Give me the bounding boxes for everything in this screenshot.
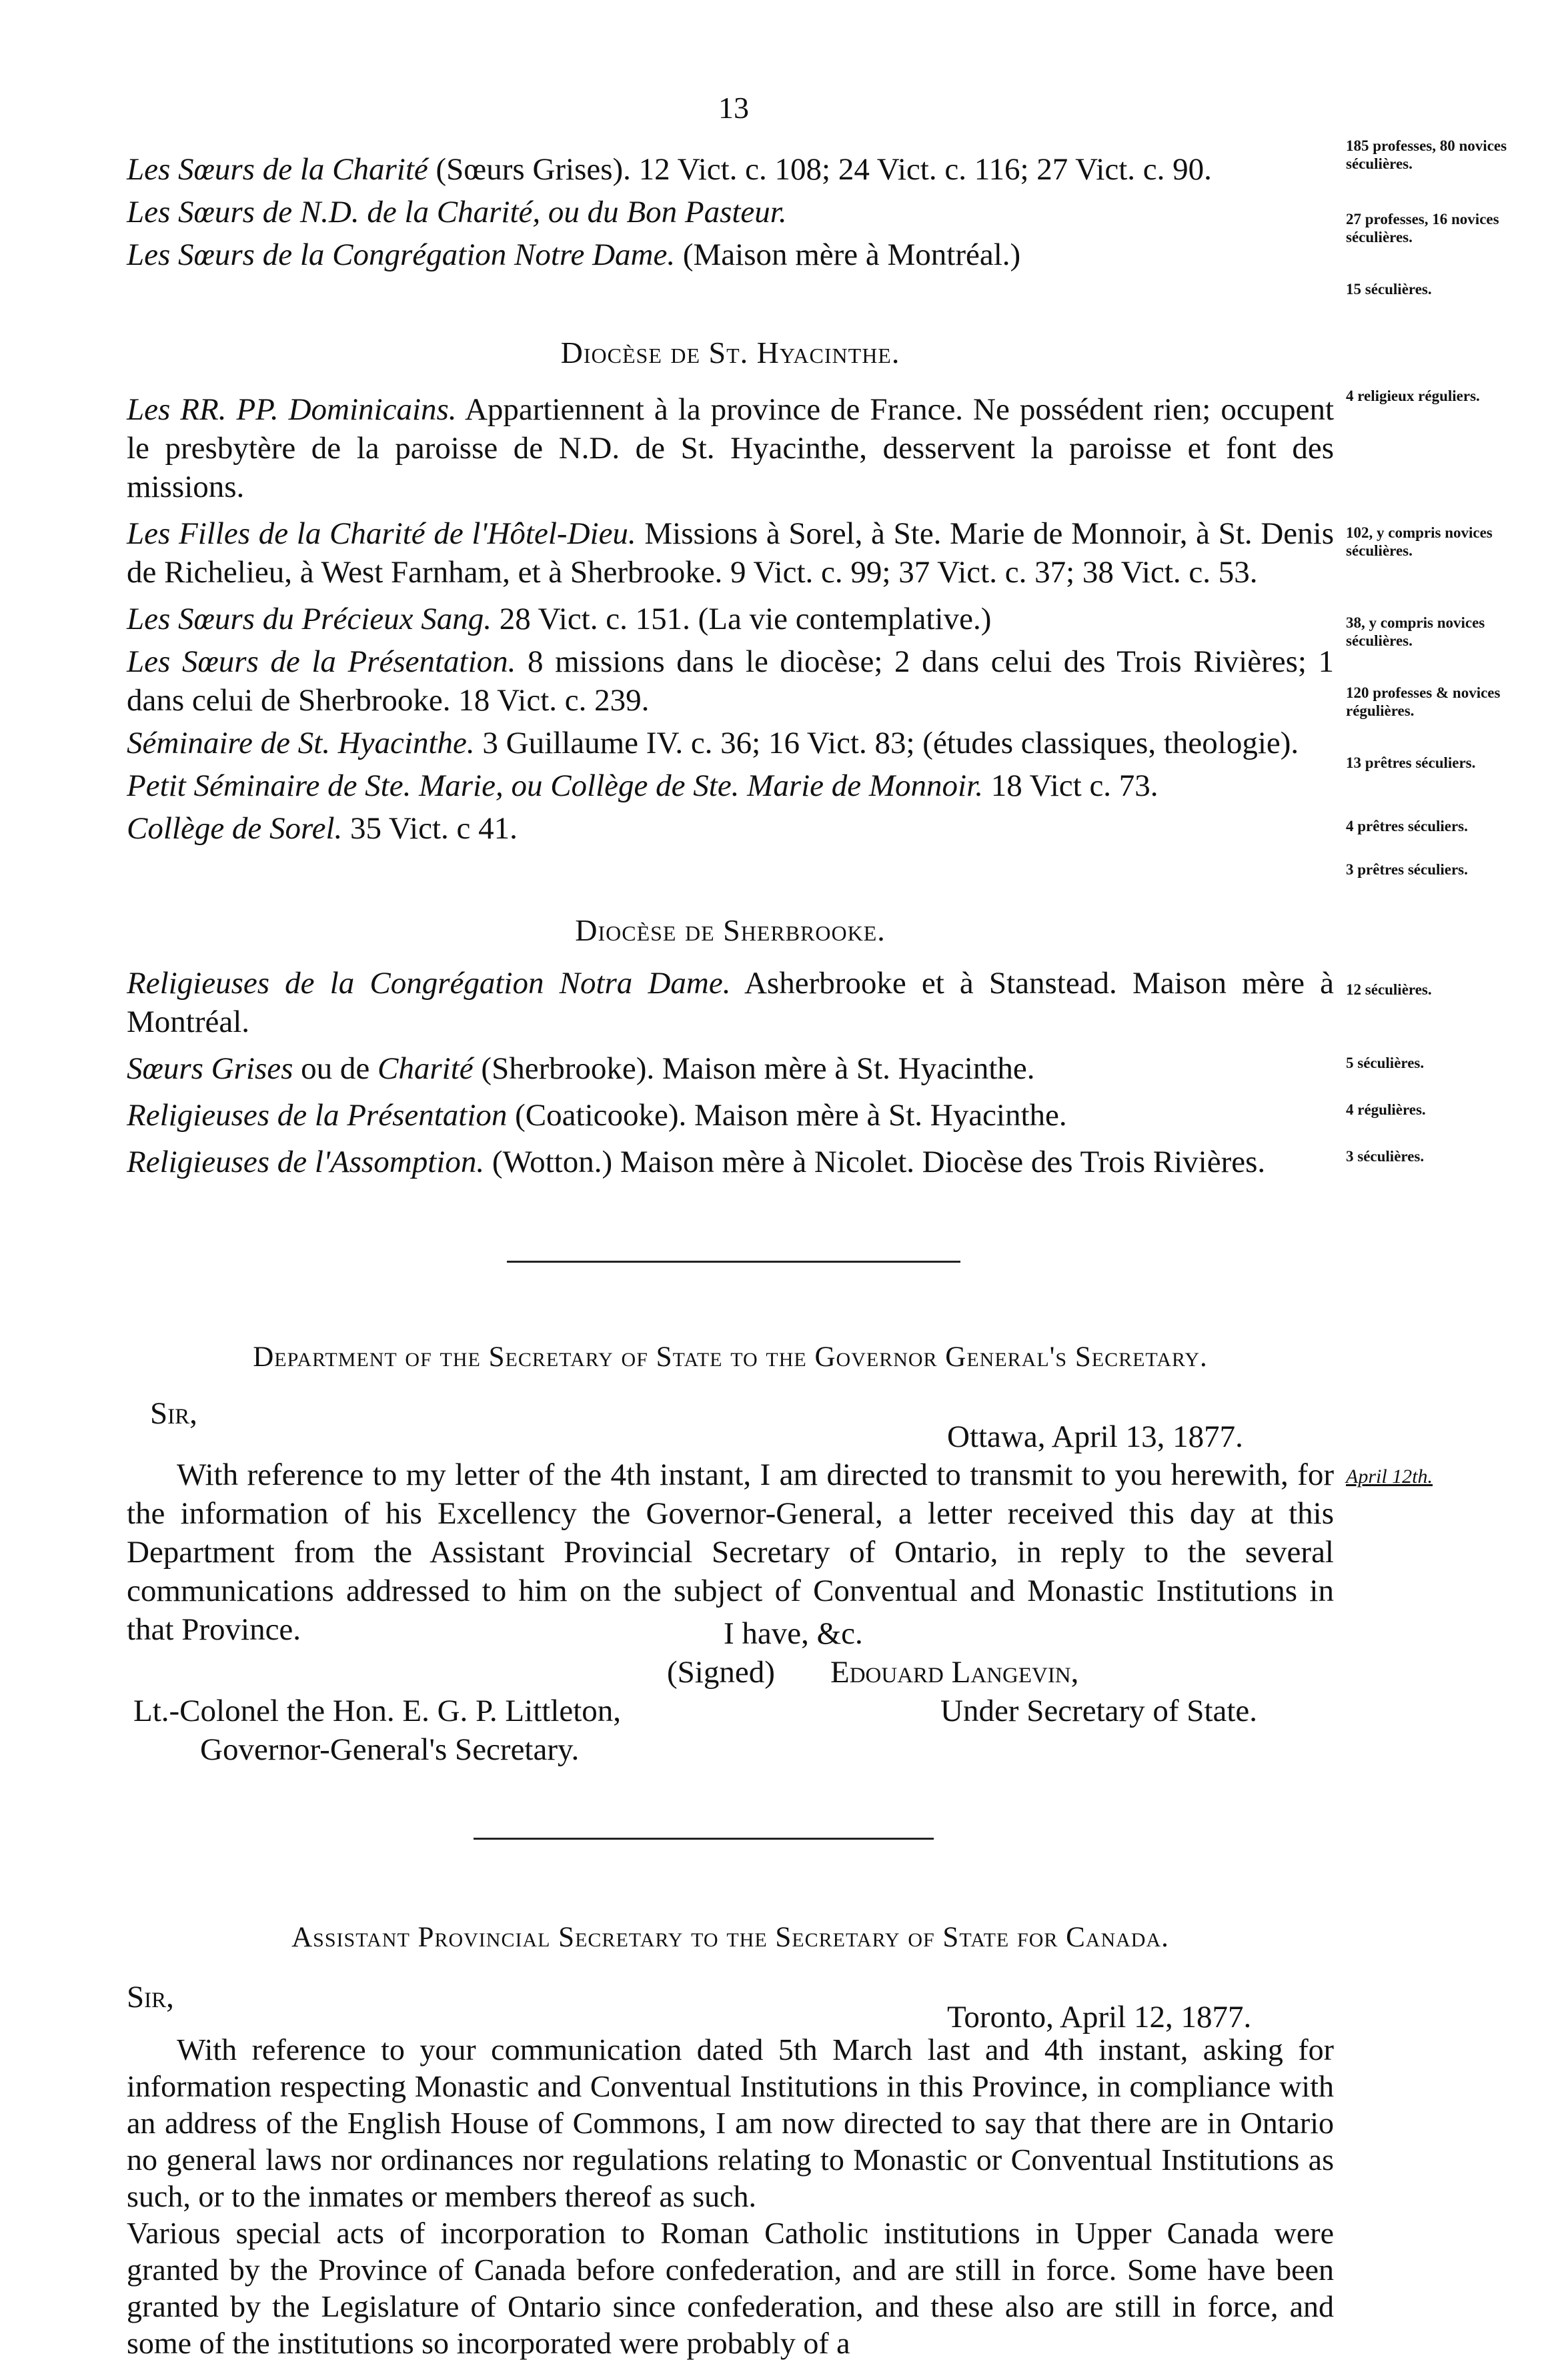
entry-text: 35 Vict. c 41. <box>342 811 518 846</box>
entry-text: 8 missions dans le diocèse; 2 dans celui des Trois Rivières; 1 dans celui de Sherbrooke. 18 Vict. c. 239. <box>127 644 1335 718</box>
entry-congregation-notre-dame <box>127 235 1334 274</box>
entry-text: (Coaticooke). Maison mère à St. Hyacinthe. <box>507 1098 1067 1133</box>
margin-note: 12 séculières. <box>1346 981 1432 998</box>
entry-title: Séminaire de St. Hyacinthe. <box>127 726 475 760</box>
entry-text: ou de <box>293 1051 378 1086</box>
entry-text: 3 Guillaume IV. c. 36; 16 Vict. 83; (études classiques, theologie). <box>474 726 1299 760</box>
margin-note: 15 séculières. <box>1346 281 1432 298</box>
entry-congregation-notra-dame <box>127 964 1334 1041</box>
entry-title: Les Sœurs du Précieux Sang. <box>127 602 492 636</box>
letter1-signer: Edouard Langevin, <box>830 1655 1079 1690</box>
letter1-closing: I have, &c. <box>724 1616 863 1651</box>
letter1-place-date: Ottawa, April 13, 1877. <box>947 1419 1243 1454</box>
letter1-paragraph: With reference to my letter of the 4th instant, I am directed to transmit to you herewith, for the information of his Excellency the Governor-General, a letter received this day at this Department from the Assistant Provincial Secretary of Ontario, in reply to the several communications addressed to him on the subject of Conventual and Monastic Institutions in that Province. <box>127 1457 1334 1647</box>
letter2-body <box>127 2031 1334 2361</box>
entry-text: Missions à Sorel, à Ste. Marie de Monnoir, à St. Denis de Richelieu, à West Farnham, et à Sherbrooke. 9 Vict. c. 99; 37 Vict. c. 37; 38 Vict. c. 53. <box>127 516 1334 590</box>
letter2-place-date: Toronto, April 12, 1877. <box>947 2000 1252 2034</box>
section-sherbrooke <box>127 964 1334 1181</box>
margin-note: 3 prêtres séculiers. <box>1346 861 1468 878</box>
entry-petit-seminaire <box>127 766 1334 805</box>
divider-rule <box>474 1838 934 1840</box>
section-st-hyacinthe <box>127 390 1334 848</box>
entry-title: Charité <box>377 1051 474 1086</box>
entry-title: Les RR. PP. Dominicains. <box>127 392 457 427</box>
entry-text: (Wotton.) Maison mère à Nicolet. Diocèse des Trois Rivières. <box>484 1145 1266 1179</box>
margin-note: 4 régulières. <box>1346 1101 1426 1118</box>
entry-presentation <box>127 642 1334 720</box>
entry-title: Les Sœurs de la Présentation. <box>127 644 516 679</box>
entry-title: Les Sœurs de la Charité <box>127 152 428 187</box>
letter1-addressee-title: Governor-General's Secretary. <box>200 1732 580 1767</box>
margin-note: 13 prêtres séculiers. <box>1346 754 1476 771</box>
letter1-addressee: Lt.-Colonel the Hon. E. G. P. Littleton, <box>133 1694 622 1728</box>
entry-text: 28 Vict. c. 151. (La vie contemplative.) <box>491 602 992 636</box>
entry-title: Les Sœurs de la Congrégation Notre Dame. <box>127 237 676 272</box>
entry-filles-charite <box>127 514 1334 592</box>
margin-note: 5 séculières. <box>1346 1055 1425 1071</box>
entry-college-sorel <box>127 809 1334 848</box>
entry-title: Petit Séminaire de Ste. Marie, ou Collège de Ste. Marie de Monnoir. <box>127 768 983 803</box>
margin-note: 27 professes, 16 novices séculières. <box>1346 211 1499 245</box>
heading-diocese-sherbrooke: Diocèse de Sherbrooke. <box>575 913 886 947</box>
entry-text: Asherbrooke et à Stanstead. Maison mère à Montréal. <box>127 966 1334 1039</box>
entry-title: Religieuses de la Présentation <box>127 1098 508 1133</box>
page-number: 13 <box>718 91 749 125</box>
letter2-paragraph: With reference to your communication dated 5th March last and 4th instant, asking for information respecting Monastic and Conventual Institutions in this Province, in compliance with an address of the English House of Commons, I am now directed to say that there are in Ontario no general laws nor ordinances nor regulations relating to Monastic or Conventual Institutions as such, or to the inmates or members thereof as such. <box>127 2032 1334 2213</box>
margin-note: 38, y compris novices séculières. <box>1346 614 1485 649</box>
margin-note: 120 professes & novices régulières. <box>1346 684 1501 719</box>
margin-note: 102, y compris novices séculières. <box>1346 524 1493 559</box>
entry-religieuses-assomption <box>127 1143 1334 1181</box>
entry-text: (Sœurs Grises). 12 Vict. c. 108; 24 Vict. c. 116; 27 Vict. c. 90. <box>428 152 1212 187</box>
entry-religieuses-presentation <box>127 1096 1334 1135</box>
margin-note: 185 professes, 80 novices séculières. <box>1346 137 1507 172</box>
letter1-signed: (Signed) <box>667 1655 775 1690</box>
entry-dominicains <box>127 390 1334 506</box>
entry-soeurs-grises-sherbrooke <box>127 1049 1334 1088</box>
entry-title: Religieuses de la Congrégation Notra Dame. <box>127 966 731 1001</box>
letter2-paragraph: Various special acts of incorporation to Roman Catholic institutions in Upper Canada were granted by the Province of Canada before confederation, and are still in force. Some have been granted by the Legislature of Ontario since confederation, and these also are still in force, and some of the institutions so incorporated were probably of a <box>127 2216 1334 2360</box>
entry-seminaire <box>127 724 1334 762</box>
entry-title: Les Filles de la Charité de l'Hôtel-Dieu. <box>127 516 636 551</box>
letter2-heading: Assistant Provincial Secretary to the Secretary of State for Canada. <box>291 1922 1169 1953</box>
entry-soeurs-grises <box>127 150 1334 189</box>
entry-title: Collège de Sorel. <box>127 811 343 846</box>
divider-rule <box>507 1261 960 1263</box>
entry-title: Religieuses de l'Assomption. <box>127 1145 485 1179</box>
entry-title: Les Sœurs de N.D. de la Charité, ou du Bon Pasteur. <box>127 195 787 229</box>
margin-note: 4 religieux réguliers. <box>1346 388 1480 404</box>
margin-note: 3 séculières. <box>1346 1148 1425 1165</box>
entry-text: 18 Vict c. 73. <box>982 768 1158 803</box>
letter1-salutation: Sir, <box>150 1396 197 1431</box>
letter1-signer-title: Under Secretary of State. <box>940 1694 1258 1728</box>
entry-text: (Maison mère à Montréal.) <box>675 237 1021 272</box>
entry-text: (Sherbrooke). Maison mère à St. Hyacinthe. <box>473 1051 1035 1086</box>
heading-diocese-st-hyacinthe: Diocèse de St. Hyacinthe. <box>560 336 900 370</box>
letter2-salutation: Sir, <box>127 1980 174 2014</box>
letter1-heading: Department of the Secretary of State to the Governor General's Secretary. <box>253 1341 1208 1373</box>
entry-bon-pasteur <box>127 193 1334 231</box>
margin-note: 4 prêtres séculiers. <box>1346 818 1468 834</box>
entry-precieux-sang <box>127 600 1334 638</box>
entry-text: Appartiennent à la province de France. Ne possédent rien; occupent le presbytère de la paroisse de N.D. de St. Hyacinthe, desservent la paroisse et font des missions. <box>127 392 1335 504</box>
entry-title: Sœurs Grises <box>127 1051 293 1086</box>
letter1-margin-note: April 12th. <box>1346 1465 1433 1488</box>
section-general <box>127 150 1334 274</box>
